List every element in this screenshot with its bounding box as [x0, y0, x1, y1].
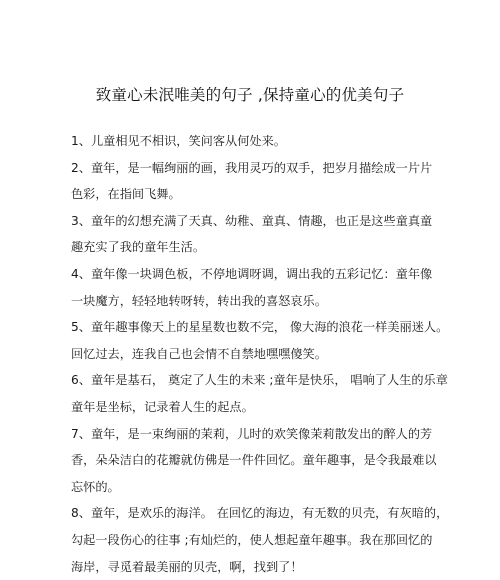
paragraph-8 [71, 500, 431, 580]
text-line: 6、童年是基石， 奠定了人生的未来 ;童年是快乐， 唱响了人生的乐章 [71, 367, 431, 394]
paragraph-5 [71, 314, 431, 367]
text-line: 色彩，在指间飞舞。 [71, 181, 431, 208]
text-line: 忘怀的。 [71, 474, 431, 501]
paragraph-3 [71, 208, 431, 261]
article-body [71, 128, 431, 580]
paragraph-6 [71, 367, 431, 420]
text-line: 童年是坐标，记录着人生的起点。 [71, 394, 431, 421]
text-line: 1、儿童相见不相识，笑问客从何处来。 [71, 128, 431, 155]
text-line: 3、童年的幻想充满了天真、幼稚、童真、情趣，也正是这些童真童 [71, 208, 431, 235]
text-line: 趣充实了我的童年生活。 [71, 234, 431, 261]
paragraph-4 [71, 261, 431, 314]
text-line: 5、童年趣事像天上的星星数也数不完， 像大海的浪花一样美丽迷人。 [71, 314, 431, 341]
paragraph-1 [71, 128, 431, 155]
text-line: 勾起一段伤心的往事 ;有灿烂的，使人想起童年趣事。我在那回忆的 [71, 527, 431, 554]
text-line: 海岸，寻觅着最美丽的贝壳，啊，找到了！ [71, 554, 431, 580]
text-line: 回忆过去，连我自己也会情不自禁地嘿嘿傻笑。 [71, 341, 431, 368]
paragraph-2 [71, 155, 431, 208]
text-line: 7、童年，是一束绚丽的茉莉，儿时的欢笑像茉莉散发出的醉人的芳 [71, 421, 431, 448]
text-line: 香，朵朵洁白的花瓣就仿佛是一件件回忆。童年趣事，是令我最难以 [71, 447, 431, 474]
text-line: 一块魔方，轻轻地转呀转，转出我的喜怒哀乐。 [71, 288, 431, 315]
text-line: 4、童年像一块调色板，不停地调呀调，调出我的五彩记忆：童年像 [71, 261, 431, 288]
text-line: 8、童年，是欢乐的海洋。 在回忆的海边，有无数的贝壳，有灰暗的， [71, 500, 431, 527]
text-line: 2、童年，是一幅绚丽的画，我用灵巧的双手，把岁月描绘成一片片 [71, 155, 431, 182]
paragraph-7 [71, 421, 431, 501]
page-title: 致童心未泯唯美的句子 ,保持童心的优美句子 [0, 84, 500, 106]
